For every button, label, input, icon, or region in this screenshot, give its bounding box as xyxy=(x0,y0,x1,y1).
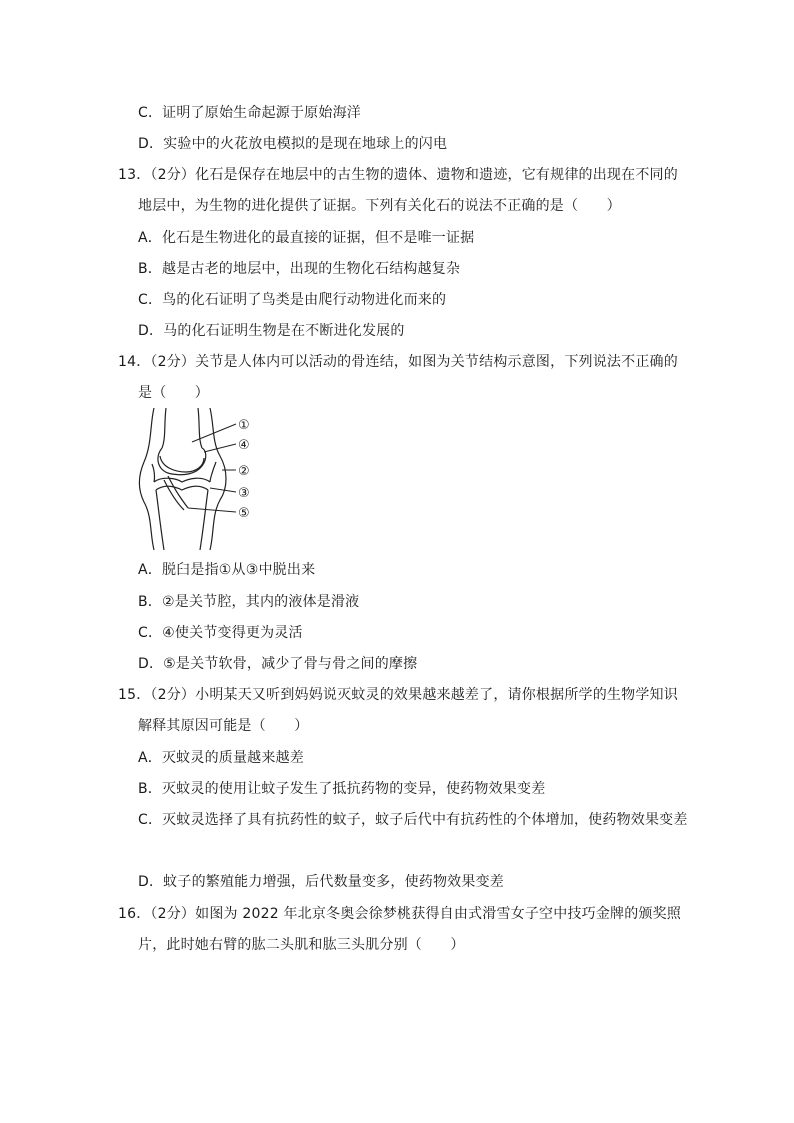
leader-line-4 xyxy=(204,444,236,452)
q14-option-c: C．④使关节变得更为灵活 xyxy=(138,625,303,641)
q15-stem-line1: 15．（2分）小明某天又听到妈妈说灭蚊灵的效果越来越差了，请你根据所学的生物学知识 xyxy=(118,687,678,703)
q15-option-c: C．灭蚊灵选择了具有抗药性的蚊子，蚊子后代中有抗药性的个体增加，使药物效果变差 xyxy=(138,812,688,828)
q15-stem-line2: 解释其原因可能是（ ） xyxy=(138,718,309,734)
diagram-label-5: ⑤ xyxy=(238,506,250,521)
joint-socket-top xyxy=(154,478,210,482)
pointer-inner-2 xyxy=(164,480,184,510)
q16-stem-line2: 片，此时她右臂的肱二头肌和肱三头肌分别（ ） xyxy=(138,937,465,953)
capsule-left-outline xyxy=(140,408,155,550)
joint-head xyxy=(158,448,206,475)
upper-bone-right-edge xyxy=(198,408,202,448)
q14-option-b: B．②是关节腔，其内的液体是滑液 xyxy=(138,594,360,610)
leader-line-3 xyxy=(210,488,236,492)
q14-option-a: A．脱臼是指①从③中脱出来 xyxy=(138,562,316,578)
q13-option-a: A．化石是生物进化的最直接的证据，但不是唯一证据 xyxy=(138,230,475,246)
lower-bone-left-edge xyxy=(156,490,164,550)
diagram-label-2: ② xyxy=(238,464,250,479)
q13-stem-line2: 地层中，为生物的进化提供了证据。下列有关化石的说法不正确的是（ ） xyxy=(138,198,621,214)
q14-option-d: D．⑤是关节软骨，减少了骨与骨之间的摩擦 xyxy=(138,656,418,672)
q15-option-d: D．蚊子的繁殖能力增强，后代数量变多，使药物效果变差 xyxy=(138,874,504,890)
diagram-label-3: ③ xyxy=(238,486,250,501)
q13-option-d: D．马的化石证明生物是在不断进化发展的 xyxy=(138,323,405,339)
lower-bone-right-edge xyxy=(200,490,208,550)
q12-option-c: C．证明了原始生命起源于原始海洋 xyxy=(138,105,361,121)
q13-stem-line1: 13．（2分）化石是保存在地层中的古生物的遗体、遗物和遗迹，它有规律的出现在不同的 xyxy=(118,167,678,183)
diagram-label-4: ④ xyxy=(238,438,250,453)
diagram-label-1: ① xyxy=(238,418,250,433)
q13-option-c: C．鸟的化石证明了鸟类是由爬行动物进化而来的 xyxy=(138,292,447,308)
joint-structure-diagram xyxy=(136,404,266,554)
q14-stem-line2: 是（ ） xyxy=(138,385,209,401)
q13-option-b: B．越是古老的地层中，出现的生物化石结构越复杂 xyxy=(138,261,461,277)
q14-stem-line1: 14．（2分）关节是人体内可以活动的骨连结，如图为关节结构示意图，下列说法不正确的 xyxy=(118,354,678,370)
socket-cartilage xyxy=(156,486,208,490)
q12-option-d: D．实验中的火花放电模拟的是现在地球上的闪电 xyxy=(138,136,448,152)
capsule-left-link xyxy=(152,464,155,482)
q15-option-a: A．灭蚊灵的质量越来越差 xyxy=(138,750,304,766)
head-cartilage xyxy=(160,456,204,472)
leader-line-5 xyxy=(188,508,236,512)
q15-option-b: B．灭蚊灵的使用让蚊子发生了抵抗药物的变异，使药物效果变差 xyxy=(138,781,546,797)
capsule-right-link xyxy=(210,462,216,482)
upper-bone-left-edge xyxy=(162,408,166,448)
q16-stem-line1: 16．（2分）如图为 2022 年北京冬奥会徐梦桃获得自由式滑雪女子空中技巧金牌的颁奖照 xyxy=(118,906,682,922)
